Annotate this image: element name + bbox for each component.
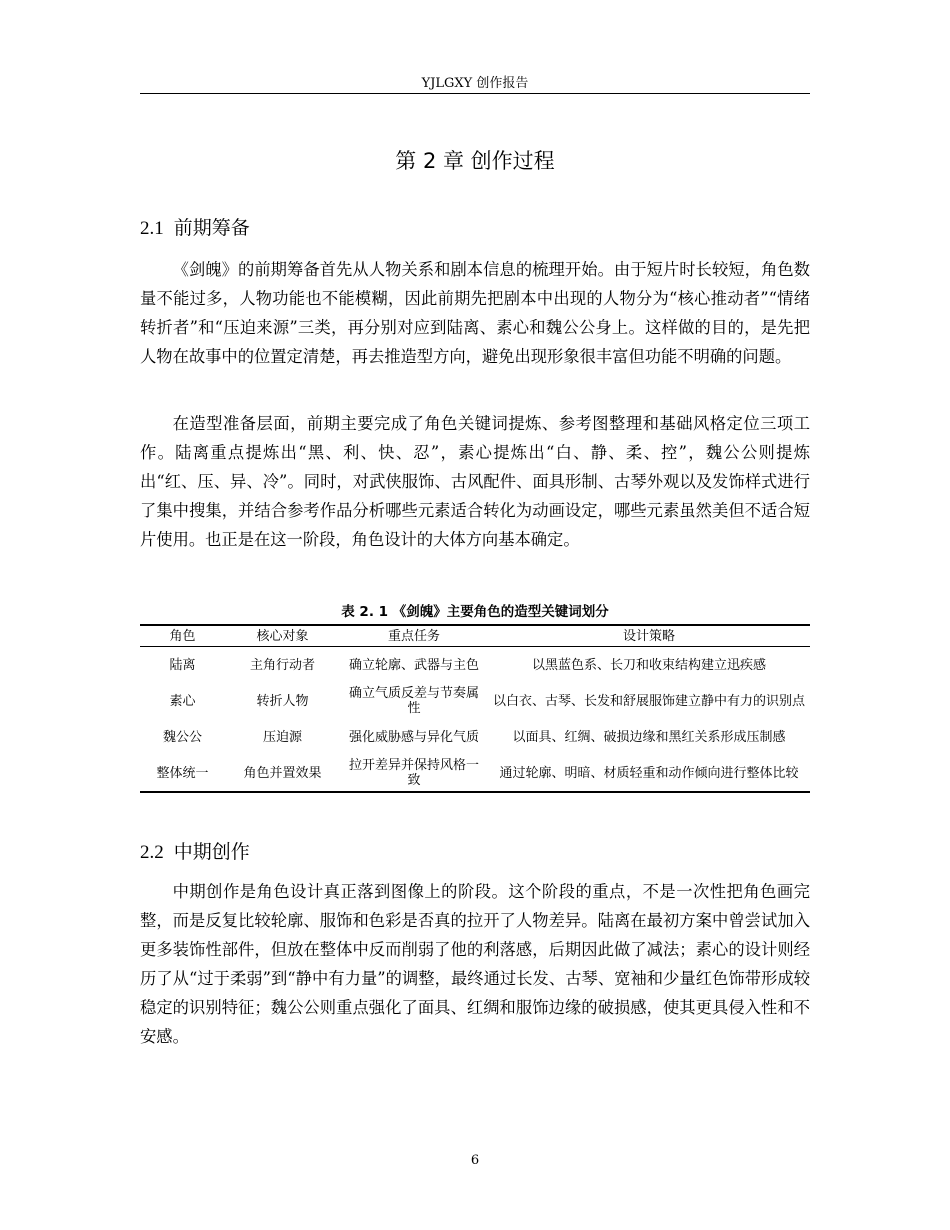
page-number: 6 — [470, 1153, 480, 1168]
table-cell: 确立轮廓、武器与主色 — [348, 657, 479, 673]
table-cell: 整体统一 — [140, 755, 225, 792]
column-header: 重点任务 — [340, 625, 488, 647]
section-number: 2.2 — [140, 842, 164, 863]
table-cell: 魏公公 — [162, 729, 202, 745]
table-cell: 以白衣、古琴、长发和舒展服饰建立静中有力的识别点 — [492, 693, 805, 709]
section-title: 中期创作 — [173, 841, 250, 863]
table-cell: 陆离 — [169, 657, 196, 673]
section-heading-2-2 — [140, 838, 250, 867]
table-cell: 压迫源 — [262, 729, 302, 745]
table-header-row — [140, 625, 810, 647]
section-heading-2-1 — [140, 214, 250, 243]
column-header: 角色 — [140, 625, 225, 647]
table-cell: 主角行动者 — [249, 657, 315, 673]
table-cell: 转折人物 — [256, 693, 309, 709]
section-title: 前期筹备 — [173, 217, 250, 239]
table-cell: 以黑蓝色系、长刀和收束结构建立迅疾感 — [531, 657, 766, 673]
table-cell: 素心 — [169, 693, 196, 709]
section-number: 2.1 — [140, 218, 164, 239]
table-cell: 确立气质反差与节奏属性 — [348, 686, 479, 716]
header-rule — [140, 93, 810, 94]
table-cell: 角色并置效果 — [225, 755, 340, 792]
table-cell: 拉开差异并保持风格一致 — [340, 755, 488, 792]
roles-table — [140, 624, 810, 793]
paragraph: 《剑魄》的前期筹备首先从人物关系和剧本信息的梳理开始。由于短片时长较短，角色数量不能过多，人物功能也不能模糊，因此前期先把剧本中出现的人物分为“核心推动者”“情绪转折者”和“压迫来源”三类，再分别对应到陆离、素心和魏公公身上。这样做的目的，是先把人物在故事中的位置定清楚，再去推造型方向，避免出现形象很丰富但功能不明确的问题。 — [140, 260, 810, 366]
table-cell: 以面具、红绸、破损边缘和黑红关系形成压制感 — [512, 729, 786, 745]
table-row — [140, 719, 810, 755]
table-caption: 表 2. 1 《剑魄》主要角色的造型关键词划分 — [341, 604, 609, 620]
table-cell: 强化威胁感与异化气质 — [348, 729, 479, 745]
table-row — [140, 683, 810, 719]
table-cell: 通过轮廓、明暗、材质轻重和动作倾向进行整体比较 — [488, 755, 810, 792]
column-header: 核心对象 — [225, 625, 340, 647]
table-row — [140, 755, 810, 792]
running-header: YJLGXY 创作报告 — [421, 76, 529, 91]
column-header: 设计策略 — [488, 625, 810, 647]
paragraph: 中期创作是角色设计真正落到图像上的阶段。这个阶段的重点，不是一次性把角色画完整，而是反复比较轮廓、服饰和色彩是否真的拉开了人物差异。陆离在最初方案中曾尝试加入更多装饰性部件，但放在整体中反而削弱了他的利落感，后期因此做了减法；素心的设计则经历了从“过于柔弱”到“静中有力量”的调整，最终通过长发、古琴、宽袖和少量红色饰带形成较稳定的识别特征；魏公公则重点强化了面具、红绸和服饰边缘的破损感，使其更具侵入性和不安感。 — [140, 882, 810, 1046]
chapter-title: 第 2 章 创作过程 — [395, 149, 555, 173]
table-row — [140, 647, 810, 684]
paragraph: 在造型准备层面，前期主要完成了角色关键词提炼、参考图整理和基础风格定位三项工作。陆离重点提炼出“黑、利、快、忍”，素心提炼出“白、静、柔、控”，魏公公则提炼出“红、压、异、冷”。同时，对武侠服饰、古风配件、面具形制、古琴外观以及发饰样式进行了集中搜集，并结合参考作品分析哪些元素适合转化为动画设定，哪些元素虽然美但不适合短片使用。也正是在这一阶段，角色设计的大体方向基本确定。 — [140, 414, 810, 549]
